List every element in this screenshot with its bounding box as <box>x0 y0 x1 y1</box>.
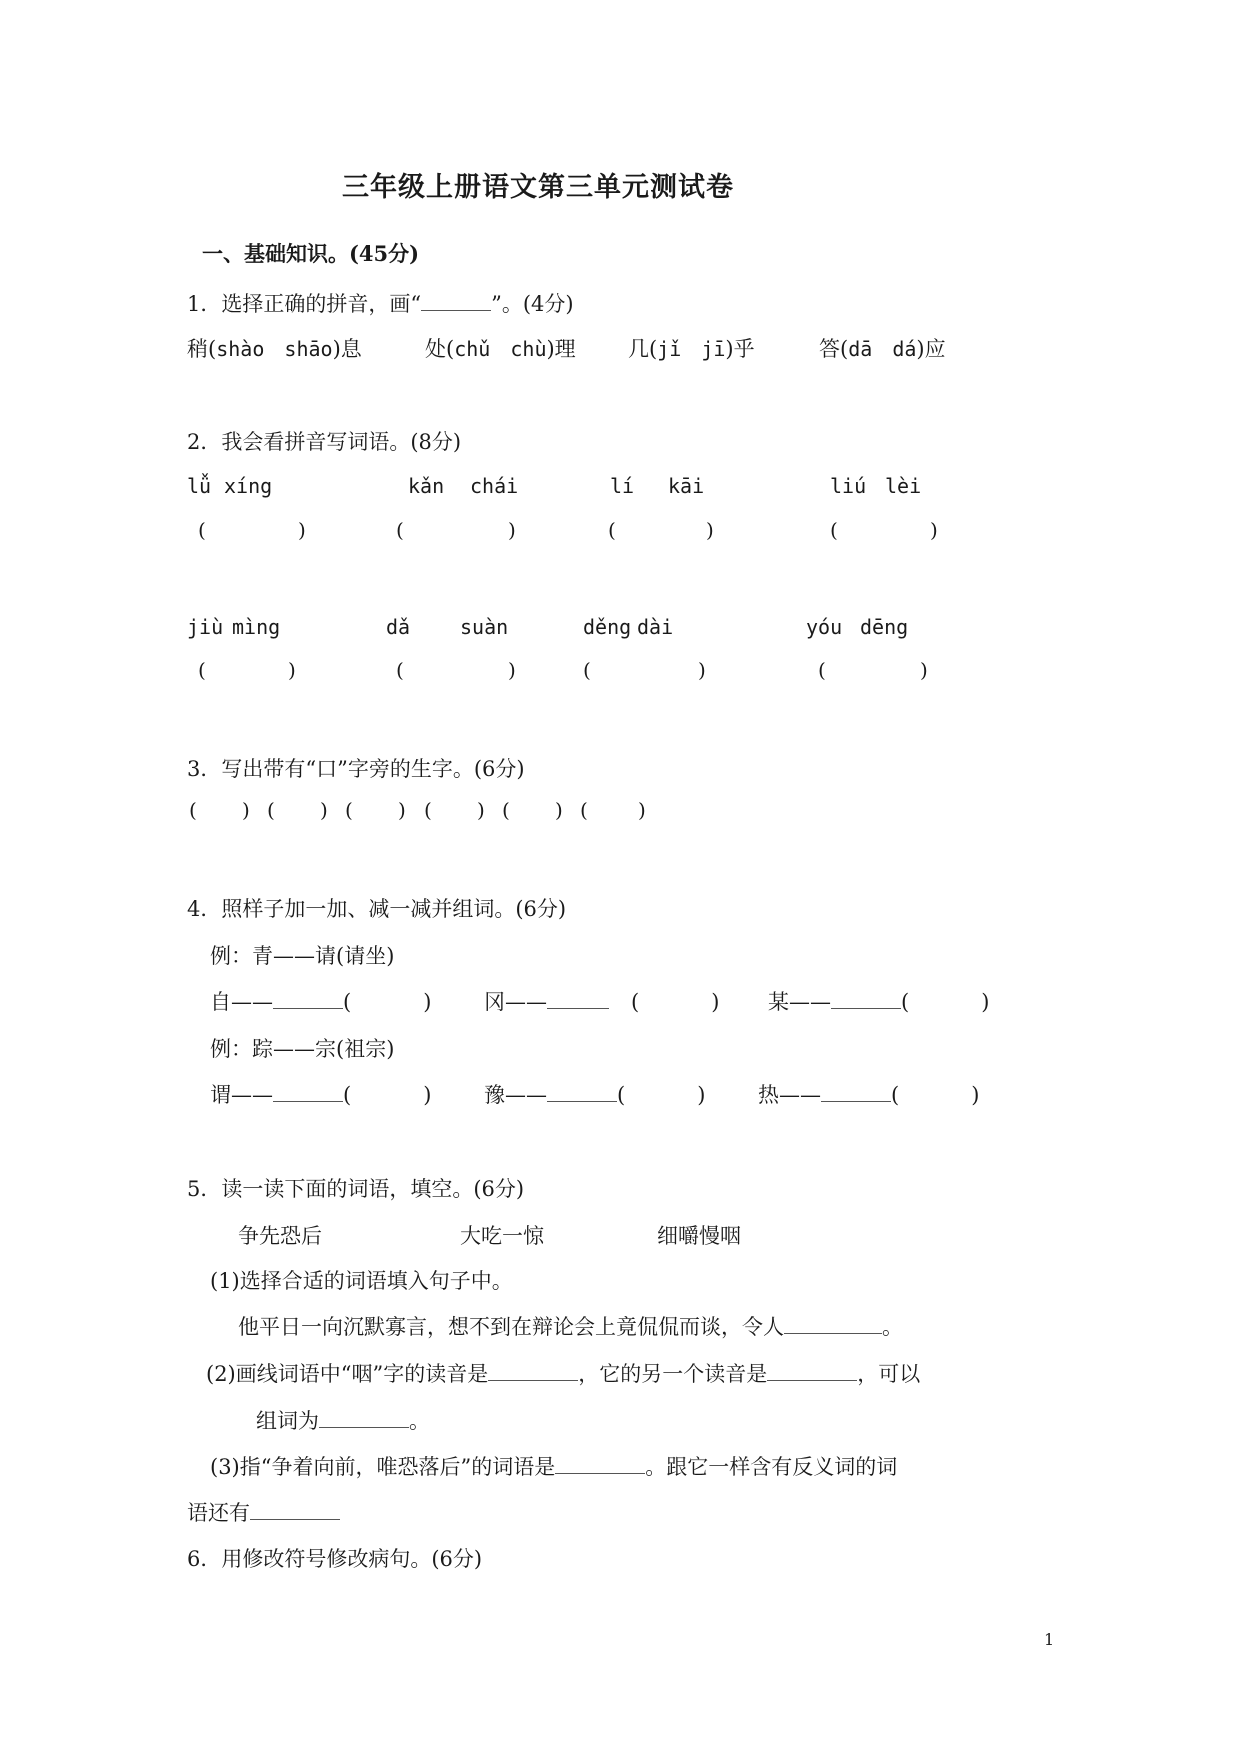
answer-paren-close: ) <box>711 990 720 1014</box>
answer-paren-close: ) <box>320 798 328 822</box>
answer-paren-open: ( <box>343 990 352 1014</box>
sentence-text: 他平日一向沉默寡言，想不到在辩论会上竟侃侃而谈，令人 <box>238 1315 784 1339</box>
example-line: 例：踪——宗(祖宗) <box>210 1037 395 1061</box>
question-6-label: 6．用修改符号修改病句。(6分) <box>187 1547 483 1571</box>
q4-item <box>210 1079 431 1109</box>
answer-blank[interactable] <box>821 1081 891 1102</box>
answer-paren-open: ( <box>580 798 588 822</box>
answer-paren-close: ) <box>930 518 938 542</box>
answer-paren-close: ) <box>698 658 706 682</box>
q1-item <box>187 333 362 363</box>
answer-paren-close: ) <box>697 1083 706 1107</box>
q4-char: 某—— <box>768 990 831 1014</box>
q1-char: 稍( <box>187 337 217 361</box>
answer-paren-open: ( <box>396 518 404 542</box>
answer-paren-open: ( <box>901 990 910 1014</box>
answer-blank[interactable] <box>273 1081 343 1102</box>
answer-paren-open: ( <box>343 1083 352 1107</box>
answer-paren-close: ) <box>706 518 714 542</box>
pinyin: lǚ <box>187 474 212 498</box>
q1-char: )应 <box>916 337 946 361</box>
answer-paren-open: ( <box>198 658 206 682</box>
sub-question-cont <box>187 1497 340 1527</box>
q1-char: 几( <box>628 337 658 361</box>
question-3-label: 3．写出带有“口”字旁的生字。(6分) <box>187 757 525 781</box>
word: 争先恐后 <box>238 1224 322 1248</box>
pinyin: mìng <box>232 615 281 639</box>
answer-blank[interactable] <box>488 1360 578 1381</box>
answer-paren-close: ) <box>555 798 563 822</box>
section-heading: 一、基础知识。(45分) <box>202 241 420 266</box>
pinyin: jiù <box>187 615 224 639</box>
pinyin-option[interactable]: shāo <box>284 337 333 361</box>
example-line: 例：青——请(请坐) <box>210 944 395 968</box>
q4-char: 谓—— <box>210 1083 273 1107</box>
answer-paren-close: ) <box>508 658 516 682</box>
pinyin: dēng <box>860 615 909 639</box>
answer-blank[interactable] <box>831 988 901 1009</box>
answer-paren-close: ) <box>423 990 432 1014</box>
answer-paren-close: ) <box>477 798 485 822</box>
answer-blank[interactable] <box>250 1499 340 1520</box>
pinyin: suàn <box>460 615 509 639</box>
pinyin-option[interactable]: dā <box>848 337 873 361</box>
sub3-text: 。跟它一样含有反义词的词 <box>645 1455 898 1479</box>
q1-char: )乎 <box>725 337 755 361</box>
question-2-label: 2．我会看拼音写词语。(8分) <box>187 430 462 454</box>
q1-item <box>425 333 576 363</box>
answer-paren-close: ) <box>242 798 250 822</box>
sub3-text: 语还有 <box>187 1501 250 1525</box>
word: 大吃一惊 <box>460 1224 544 1248</box>
q1-label-text: 1．选择正确的拼音，画“ <box>187 292 422 316</box>
pinyin: xíng <box>224 474 273 498</box>
answer-paren-open: ( <box>198 518 206 542</box>
word: 细嚼慢咽 <box>657 1224 741 1248</box>
pinyin: kāi <box>668 474 705 498</box>
sentence-line <box>238 1311 903 1341</box>
q1-char: 处( <box>425 337 455 361</box>
question-1-label <box>187 288 574 318</box>
answer-blank[interactable] <box>273 988 343 1009</box>
sub2-text: 组词为 <box>256 1409 319 1433</box>
q4-char: 热—— <box>758 1083 821 1107</box>
q4-item <box>484 1079 705 1109</box>
answer-paren-open: ( <box>583 658 591 682</box>
q1-label-end: ”。(4分) <box>491 292 574 316</box>
answer-paren-open: ( <box>830 518 838 542</box>
q4-item <box>210 986 431 1016</box>
pinyin: dǎ <box>386 615 411 639</box>
q4-item <box>768 986 989 1016</box>
pinyin: liú <box>830 474 867 498</box>
pinyin: dài <box>637 615 674 639</box>
pinyin: lèi <box>885 474 922 498</box>
q4-char: 冈—— <box>484 990 547 1014</box>
pinyin: kǎn <box>408 474 445 498</box>
pinyin: lí <box>610 474 635 498</box>
pinyin-option[interactable]: jī <box>701 337 726 361</box>
pinyin-option[interactable]: chù <box>510 337 547 361</box>
answer-blank[interactable] <box>784 1313 882 1334</box>
sub2-text: ，可以 <box>857 1362 921 1386</box>
answer-paren-open: ( <box>631 990 640 1014</box>
q1-item <box>628 333 755 363</box>
answer-paren-close: ) <box>638 798 646 822</box>
pinyin-option[interactable]: jǐ <box>657 337 682 361</box>
sub-question <box>210 1451 897 1481</box>
q1-char: )理 <box>546 337 576 361</box>
question-4-label: 4．照样子加一加、减一减并组词。(6分) <box>187 897 567 921</box>
sentence-end: 。 <box>882 1315 903 1339</box>
answer-paren-close: ) <box>298 518 306 542</box>
q4-item <box>484 986 719 1016</box>
answer-paren-open: ( <box>189 798 197 822</box>
answer-paren-open: ( <box>818 658 826 682</box>
answer-paren-close: ) <box>398 798 406 822</box>
answer-blank[interactable] <box>421 290 491 311</box>
answer-paren-open: ( <box>608 518 616 542</box>
answer-paren-open: ( <box>345 798 353 822</box>
sub-question: (1)选择合适的词语填入句子中。 <box>210 1269 513 1293</box>
answer-paren-open: ( <box>424 798 432 822</box>
answer-paren-open: ( <box>396 658 404 682</box>
answer-blank[interactable] <box>319 1407 409 1428</box>
pinyin-option[interactable]: dá <box>892 337 917 361</box>
pinyin: chái <box>470 474 519 498</box>
sub2-text: 。 <box>409 1409 430 1433</box>
answer-paren-close: ) <box>971 1083 980 1107</box>
sub2-text: (2)画线词语中“咽”字的读音是 <box>206 1362 489 1386</box>
answer-blank[interactable] <box>555 1453 645 1474</box>
answer-paren-close: ) <box>508 518 516 542</box>
pinyin-option[interactable]: shào <box>216 337 265 361</box>
sub-question-cont <box>256 1405 430 1435</box>
pinyin: yóu <box>806 615 843 639</box>
q1-char: 答( <box>819 337 849 361</box>
q4-char: 豫—— <box>484 1083 547 1107</box>
q4-item <box>758 1079 979 1109</box>
answer-paren-open: ( <box>502 798 510 822</box>
sub3-text: (3)指“争着向前，唯恐落后”的词语是 <box>210 1455 556 1479</box>
q4-char: 自—— <box>210 990 273 1014</box>
answer-paren-open: ( <box>267 798 275 822</box>
pinyin: děng <box>583 615 632 639</box>
answer-paren-open: ( <box>617 1083 626 1107</box>
answer-blank[interactable] <box>547 1081 617 1102</box>
page-title: 三年级上册语文第三单元测试卷 <box>342 172 734 203</box>
answer-paren-close: ) <box>920 658 928 682</box>
answer-paren-open: ( <box>891 1083 900 1107</box>
pinyin-option[interactable]: chǔ <box>454 337 491 361</box>
answer-paren-close: ) <box>981 990 990 1014</box>
page-number: 1 <box>1044 1630 1055 1649</box>
sub-question <box>206 1358 920 1388</box>
q1-char: )息 <box>332 337 362 361</box>
q1-item <box>819 333 946 363</box>
answer-paren-close: ) <box>423 1083 432 1107</box>
question-5-label: 5．读一读下面的词语，填空。(6分) <box>187 1177 525 1201</box>
sub2-text: ，它的另一个读音是 <box>578 1362 768 1386</box>
answer-blank[interactable] <box>547 988 609 1009</box>
answer-paren-close: ) <box>288 658 296 682</box>
answer-blank[interactable] <box>767 1360 857 1381</box>
